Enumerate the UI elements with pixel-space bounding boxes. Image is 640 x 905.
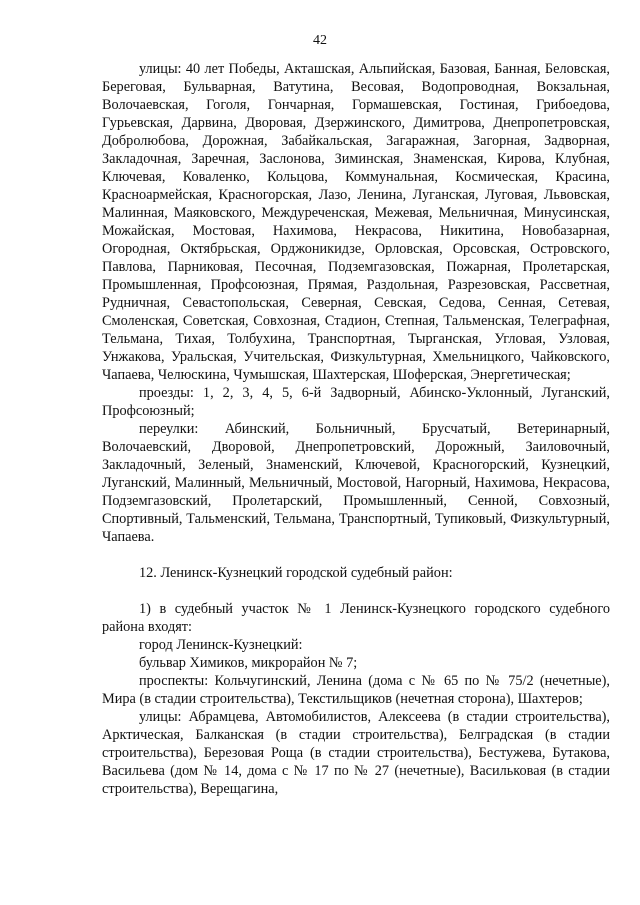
city-line: город Ленинск-Кузнецкий: xyxy=(139,637,303,653)
section-heading: 12. Ленинск-Кузнецкий городской судебный район: xyxy=(139,565,453,581)
passages-paragraph: проезды: 1, 2, 3, 4, 5, 6-й Задворный, Абинско-Уклонный, Луганский, Профсоюзный; xyxy=(102,385,610,419)
page-number: 42 xyxy=(313,33,327,48)
streets-paragraph: улицы: 40 лет Победы, Акташская, Альпийская, Базовая, Банная, Беловская, Береговая, Бульварная, Ватутина, Весовая, Водопроводная, Вокзальная, Волочаевская, Гоголя, Гончарная, Гормашевская, Гостиная, Грибоедова, Гурьевская, Дарвина, Дворовая, Дзержинского, Димитрова, Днепропетровская, Добролюбова, Дорожная, Забайкальская, Загаражная, Загорная, Задворная, Закладочная, Заречная, Заслонова, Зиминская, Знаменская, Кирова, Клубная, Ключевая, Коваленко, Кольцова, Коммунальная, Космическая, Красина, Красноармейская, Красногорская, Лазо, Ленина, Луганская, Луговая, Львовская, Малинная, Маяковского, Междуреченская, Межевая, Мельничная, Минусинская, Можайская, Мостовая, Нахимова, Некрасова, Никитина, Новобазарная, Огородная, Октябрьская, Орджоникидзе, Орловская, Орсовская, Островского, Павлова, Парниковая, Песочная, Подземгазовская, Пожарная, Пролетарская, Промышленная, Профсоюзная, Прямая, Раздольная, Разрезовская, Рассветная, Рудничная, Севастопольская, Северная, Севская, Седова, Сенная, Сетевая, Смоленская, Советская, Совхозная, Стадион, Степная, Тальменская, Телеграфная, Тельмана, Тихая, Толбухина, Транспортная, Тырганская, Угловая, Узловая, Унжакова, Уральская, Учительская, Физкультурная, Хмельницкого, Чайковского, Чапаева, Челюскина, Чумышская, Шахтерская, Шоферская, Энергетическая; xyxy=(102,61,610,383)
section-subheading: 1) в судебный участок № 1 Ленинск-Кузнецкого городского судебного района входят: xyxy=(102,601,610,635)
page-content xyxy=(102,60,610,798)
section-streets-paragraph: улицы: Абрамцева, Автомобилистов, Алексеева (в стадии строительства), Арктическая, Балканская (в стадии строительства), Белградская (в стадии строительства), Березовая Роща (в стадии строительства), Бестужева, Бутакова, Васильева (дом № 14, дома с № 17 по № 27 (нечетные), Васильковая (в стадии строительства), Верещагина, xyxy=(102,709,610,797)
avenues-paragraph: проспекты: Кольчугинский, Ленина (дома с № 65 по № 75/2 (нечетные), Мира (в стадии строительства), Текстильщиков (нечетная сторона), Шахтеров; xyxy=(102,673,610,707)
lanes-paragraph: переулки: Абинский, Больничный, Брусчатый, Ветеринарный, Волочаевский, Дворовой, Днепропетровский, Дорожный, Заиловочный, Закладочный, Зеленый, Знаменский, Ключевой, Красногорский, Кузнецкий, Луганский, Малинный, Мельничный, Мостовой, Нагорный, Нахимова, Некрасова, Подземгазовский, Пролетарский, Промышленный, Сенной, Совхозный, Спортивный, Тальменский, Тельмана, Транспортный, Тупиковый, Физкультурный, Чапаева. xyxy=(102,421,610,545)
boulevard-line: бульвар Химиков, микрорайон № 7; xyxy=(139,655,358,671)
